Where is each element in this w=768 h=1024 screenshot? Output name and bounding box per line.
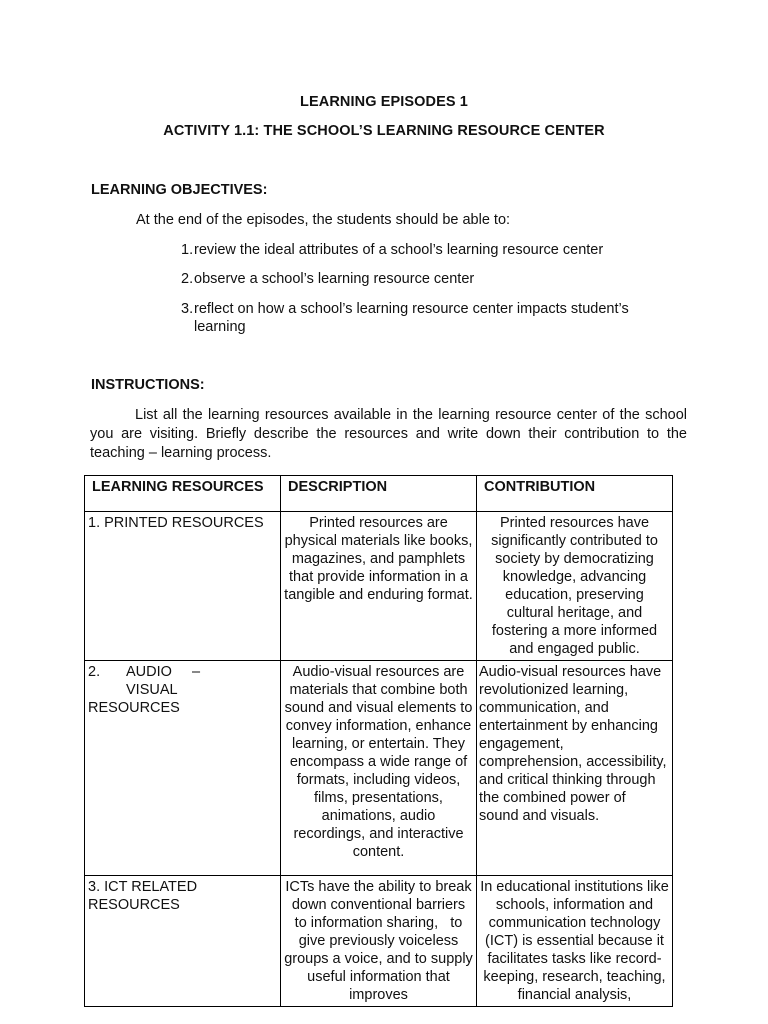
objective-text: observe a school’s learning resource center — [194, 271, 475, 287]
header-contribution: CONTRIBUTION — [477, 476, 673, 512]
table-row — [85, 661, 673, 876]
document-title: LEARNING EPISODES 1 — [300, 94, 468, 110]
instructions-text: List all the learning resources available in the learning resource center of the school you are visiting. Briefly describe the resources and write down their contribution to the teaching – learning process. — [90, 407, 687, 461]
description-cell: Audio-visual resources are materials that combine both sound and visual elements to convey information, enhance learning, or entertain. They encompass a wide range of formats, including videos, films, presentations, animations, audio recordings, and interactive content. — [281, 661, 477, 876]
objectives-heading: LEARNING OBJECTIVES: — [91, 182, 268, 198]
resource-cell — [85, 661, 281, 876]
objective-number: 2. — [181, 271, 194, 287]
instructions-heading: INSTRUCTIONS: — [91, 377, 205, 393]
objective-item — [181, 241, 661, 259]
resource-word: VISUAL — [126, 682, 178, 698]
contribution-cell: Audio-visual resources have revolutionized learning, communication, and entertainment by enhancing engagement, comprehension, accessibility, and critical thinking through the combined power of sound and visuals. — [477, 661, 673, 876]
table-row — [85, 876, 673, 1007]
resource-cell: 1. PRINTED RESOURCES — [85, 512, 281, 661]
table-header-row — [85, 476, 673, 512]
learning-resources-table — [84, 475, 673, 1007]
resource-number: 2. — [88, 664, 101, 680]
objective-item — [181, 300, 651, 336]
objective-text: review the ideal attributes of a school’s learning resource center — [194, 242, 604, 258]
contribution-cell: Printed resources have significantly contributed to society by democratizing knowledge, advancing education, preserving cultural heritage, and fostering a more informed and engaged public. — [477, 512, 673, 661]
objective-number: 1. — [181, 242, 194, 258]
objective-item — [181, 270, 661, 288]
header-description: DESCRIPTION — [281, 476, 477, 512]
contribution-cell: In educational institutions like schools, information and communication technology (ICT) is essential because it facilitates tasks like record-keeping, research, teaching, financial analysis, — [477, 876, 673, 1007]
resource-word: AUDIO — [126, 664, 172, 680]
activity-subtitle: ACTIVITY 1.1: THE SCHOOL’S LEARNING RESOURCE CENTER — [163, 123, 605, 139]
objective-text: reflect on how a school’s learning resource center impacts student’s learning — [194, 301, 629, 335]
table-row — [85, 512, 673, 661]
resource-dash: – — [192, 664, 201, 680]
description-cell: Printed resources are physical materials like books, magazines, and pamphlets that provide information in a tangible and enduring format. — [281, 512, 477, 661]
objective-number: 3. — [181, 301, 194, 317]
description-cell: ICTs have the ability to break down conventional barriers to information sharing, to give previously voiceless groups a voice, and to supply useful information that improves — [281, 876, 477, 1007]
objectives-intro: At the end of the episodes, the students should be able to: — [136, 212, 511, 228]
resource-cell: 3. ICT RELATED RESOURCES — [85, 876, 281, 1007]
resource-word: RESOURCES — [88, 700, 180, 716]
header-learning-resources: LEARNING RESOURCES — [85, 476, 281, 512]
